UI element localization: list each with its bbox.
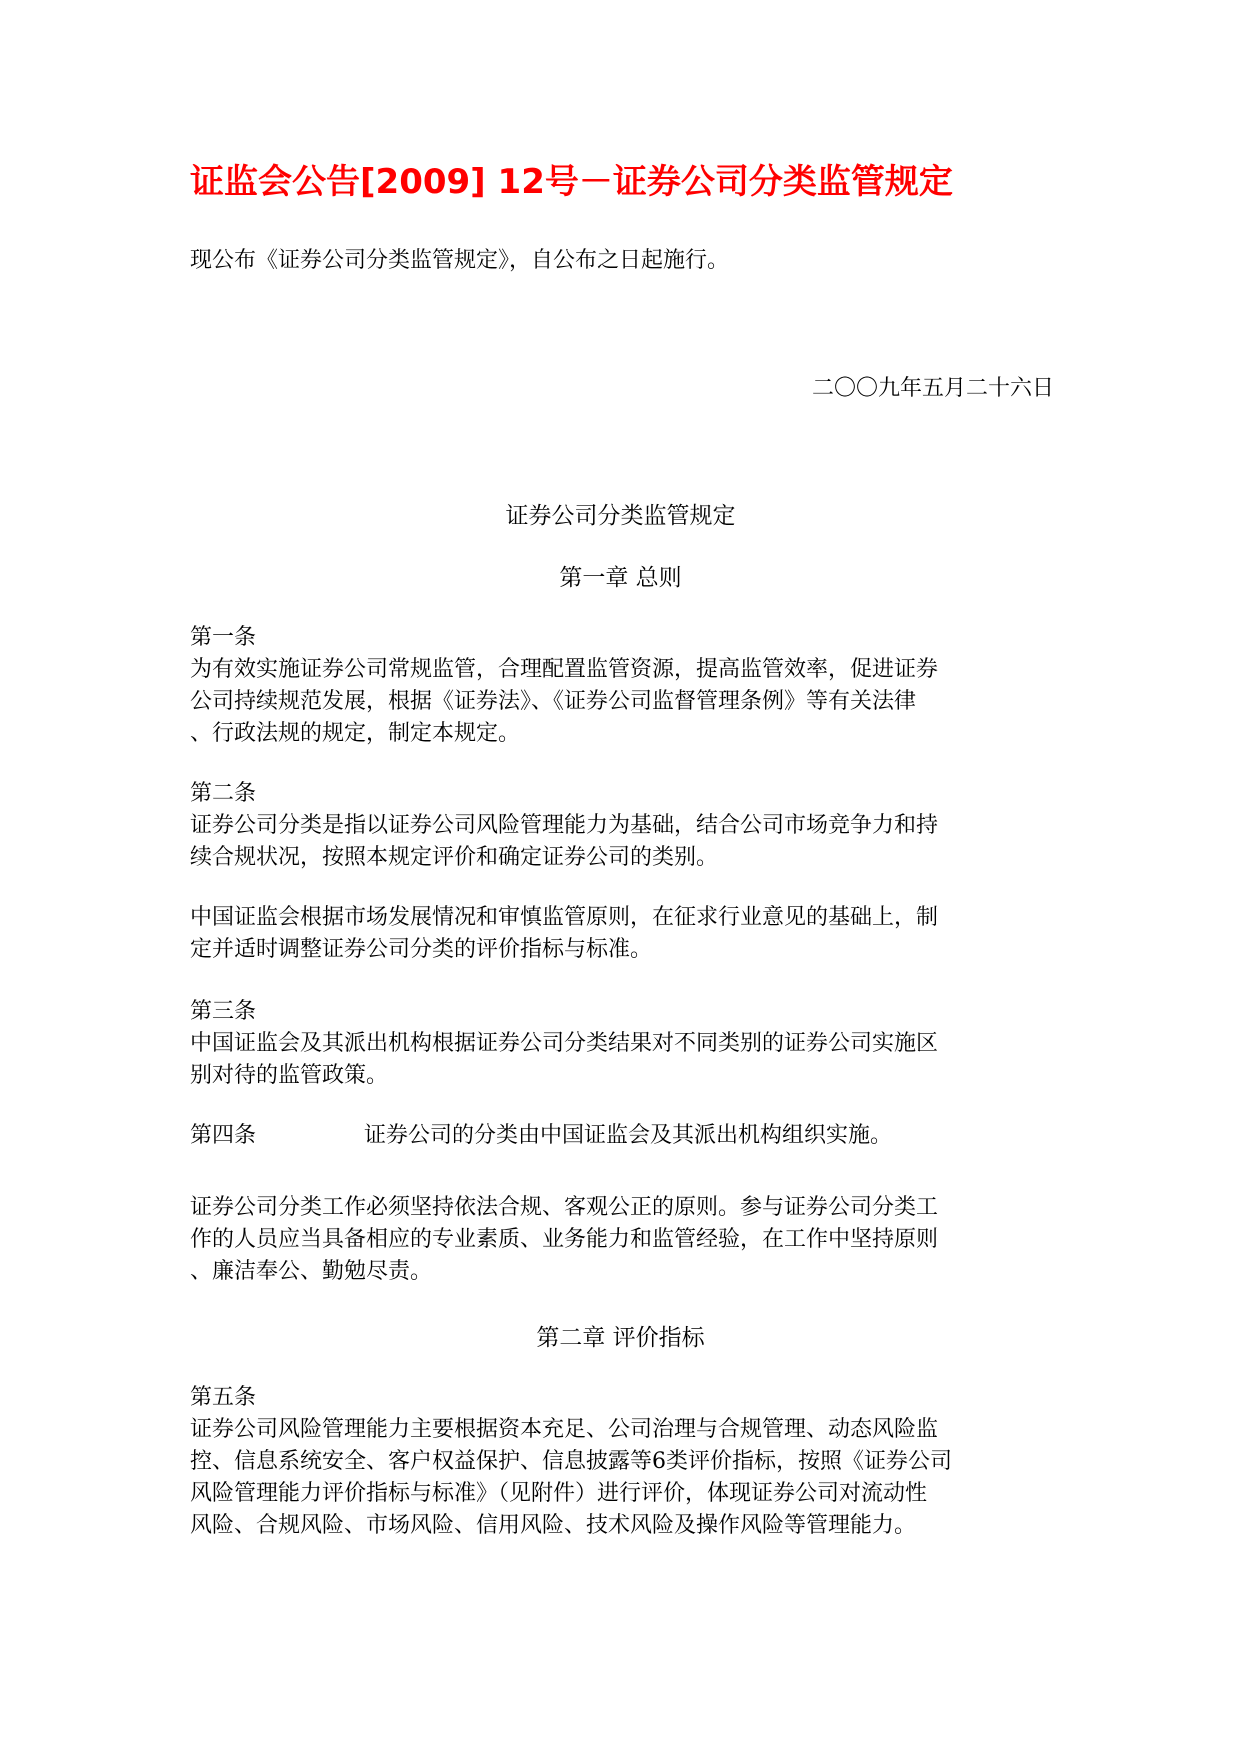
article-text-line: 风险、合规风险、市场风险、信用风险、技术风险及操作风险等管理能力。 [190,1513,917,1538]
article-text-line: 为有效实施证券公司常规监管，合理配置监管资源，提高监管效率，促进证券 [190,657,939,682]
article-2 [190,778,1050,874]
article-text-line: 证券公司分类工作必须坚持依法合规、客观公正的原则。参与证券公司分类工 [190,1195,939,1220]
chapter-heading-1: 第一章 总则 [559,565,682,591]
article-5 [190,1382,1050,1542]
article-text-line: 作的人员应当具备相应的专业素质、业务能力和监管经验，在工作中坚持原则 [190,1227,939,1252]
article-label: 第四条 [190,1123,257,1148]
article-text-line: 、行政法规的规定，制定本规定。 [190,721,521,746]
article-4-paragraph-2 [190,1192,1050,1288]
article-label: 第二条 [190,781,257,806]
article-text-line: 证券公司风险管理能力主要根据资本充足、公司治理与合规管理、动态风险监 [190,1417,939,1442]
article-label: 第三条 [190,999,257,1024]
article-text-line: 续合规状况，按照本规定评价和确定证券公司的类别。 [190,845,719,870]
article-text-line: 控、信息系统安全、客户权益保护、信息披露等6类评价指标，按照《证券公司 [190,1449,952,1474]
article-label: 第五条 [190,1385,257,1410]
article-text: 证券公司的分类由中国证监会及其派出机构组织实施。 [364,1123,893,1148]
article-text-line: 中国证监会根据市场发展情况和审慎监管原则，在征求行业意见的基础上，制 [190,905,939,930]
article-label: 第一条 [190,625,257,650]
article-4 [190,1120,1050,1152]
article-text-line: 别对待的监管政策。 [190,1063,389,1088]
article-text-line: 定并适时调整证券公司分类的评价指标与标准。 [190,937,653,962]
page-title: 证监会公告[2009] 12号－证券公司分类监管规定 [190,162,953,202]
chapter-heading-2: 第二章 评价指标 [536,1325,705,1351]
intro-paragraph: 现公布《证券公司分类监管规定》，自公布之日起施行。 [190,248,730,273]
article-2-paragraph-2 [190,902,1050,966]
article-text-line: 中国证监会及其派出机构根据证券公司分类结果对不同类别的证券公司实施区 [190,1031,939,1056]
article-text-line [190,1120,1050,1152]
document-title: 证券公司分类监管规定 [505,503,736,529]
article-3 [190,996,1050,1092]
article-text-line: 证券公司分类是指以证券公司风险管理能力为基础，结合公司市场竞争力和持 [190,813,939,838]
article-1 [190,622,1050,750]
article-text-line: 风险管理能力评价指标与标准》（见附件）进行评价，体现证券公司对流动性 [190,1481,928,1506]
article-text-line: 、廉洁奉公、勤勉尽责。 [190,1259,433,1284]
article-text-line: 公司持续规范发展，根据《证券法》、《证券公司监督管理条例》等有关法律 [190,689,917,714]
publish-date: 二〇〇九年五月二十六日 [811,376,1054,401]
